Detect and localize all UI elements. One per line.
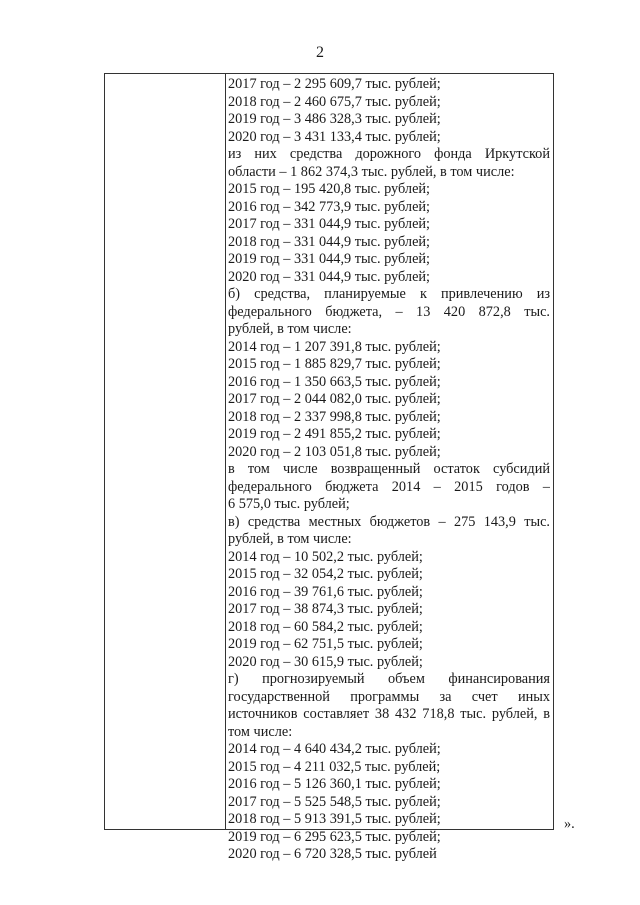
text-line: 2015 год – 4 211 032,5 тыс. рублей; (228, 758, 441, 775)
table-frame (104, 73, 554, 862)
text-line: 2020 год – 30 615,9 тыс. рублей; (228, 653, 423, 670)
text-line: 2018 год – 2 460 675,7 тыс. рублей; (228, 93, 441, 110)
text-line: 2017 год – 38 874,3 тыс. рублей; (228, 601, 423, 617)
text-line: 2019 год – 331 044,9 тыс. рублей; (228, 251, 431, 267)
text-line: 2016 год – 5 126 360,1 тыс. рублей; (228, 776, 441, 792)
text-line: рублей, в том числе: (228, 531, 352, 547)
text-line: 2015 год – 195 420,8 тыс. рублей; (228, 181, 431, 197)
text-line: из них средства дорожного фонда Иркутской (228, 146, 550, 162)
text-line: 2017 год – 5 525 548,5 тыс. рублей; (228, 793, 441, 810)
text-line: 2019 год – 2 491 855,2 тыс. рублей; (228, 426, 441, 442)
text-line: 2018 год – 2 337 998,8 тыс. рублей; (228, 408, 441, 425)
text-line: 2020 год – 331 044,9 тыс. рублей; (228, 268, 431, 285)
text-line: 2020 год – 2 103 051,8 тыс. рублей; (228, 443, 441, 460)
text-line: 2019 год – 62 751,5 тыс. рублей; (228, 636, 423, 652)
text-line: 2020 год – 6 720 328,5 тыс. рублей (228, 846, 437, 862)
text-line: в том числе возвращенный остаток субсидий (228, 461, 550, 477)
text-line: 2018 год – 60 584,2 тыс. рублей; (228, 618, 423, 635)
text-line: 2018 год – 5 913 391,5 тыс. рублей; (228, 811, 441, 827)
text-line: рублей, в том числе: (228, 321, 352, 337)
text-line: 2020 год – 3 431 133,4 тыс. рублей; (228, 128, 441, 145)
page-number: 2 (316, 44, 324, 61)
text-line: 2016 год – 342 773,9 тыс. рублей; (228, 198, 431, 215)
text-line: 2016 год – 1 350 663,5 тыс. рублей; (228, 373, 441, 390)
text-line: 2015 год – 1 885 829,7 тыс. рублей; (228, 356, 441, 372)
text-line: 2016 год – 39 761,6 тыс. рублей; (228, 583, 423, 600)
text-line: 2018 год – 331 044,9 тыс. рублей; (228, 233, 431, 250)
column-divider (225, 74, 226, 829)
text-line: 2017 год – 331 044,9 тыс. рублей; (228, 216, 431, 232)
text-line: федерального бюджета, – 13 420 872,8 тыс. (228, 303, 550, 320)
text-line: 2017 год – 2 295 609,7 тыс. рублей; (228, 76, 441, 92)
text-line: 2015 год – 32 054,2 тыс. рублей; (228, 566, 423, 582)
text-line: 2017 год – 2 044 082,0 тыс. рублей; (228, 391, 441, 407)
text-line: в) средства местных бюджетов – 275 143,9 тыс. (228, 513, 550, 530)
text-line: том числе: (228, 723, 293, 740)
closing-quote-mark: ». (564, 816, 575, 832)
text-line: 2019 год – 6 295 623,5 тыс. рублей; (228, 828, 441, 845)
text-line: области – 1 862 374,3 тыс. рублей, в том числе: (228, 163, 515, 180)
text-line: 2014 год – 1 207 391,8 тыс. рублей; (228, 338, 441, 355)
text-line: 2014 год – 4 640 434,2 тыс. рублей; (228, 741, 441, 757)
text-line: государственной программы за счет иных (228, 688, 550, 705)
text-line: г) прогнозируемый объем финансирования (228, 671, 550, 687)
text-line: федерального бюджета 2014 – 2015 годов – (228, 478, 550, 495)
table-cell-content (228, 76, 550, 864)
text-line: б) средства, планируемые к привлечению из (228, 286, 550, 302)
text-line: источников составляет 38 432 718,8 тыс. рублей, в (228, 706, 550, 722)
text-line: 2019 год – 3 486 328,3 тыс. рублей; (228, 111, 441, 127)
text-line: 6 575,0 тыс. рублей; (228, 496, 350, 512)
text-line: 2014 год – 10 502,2 тыс. рублей; (228, 548, 423, 565)
